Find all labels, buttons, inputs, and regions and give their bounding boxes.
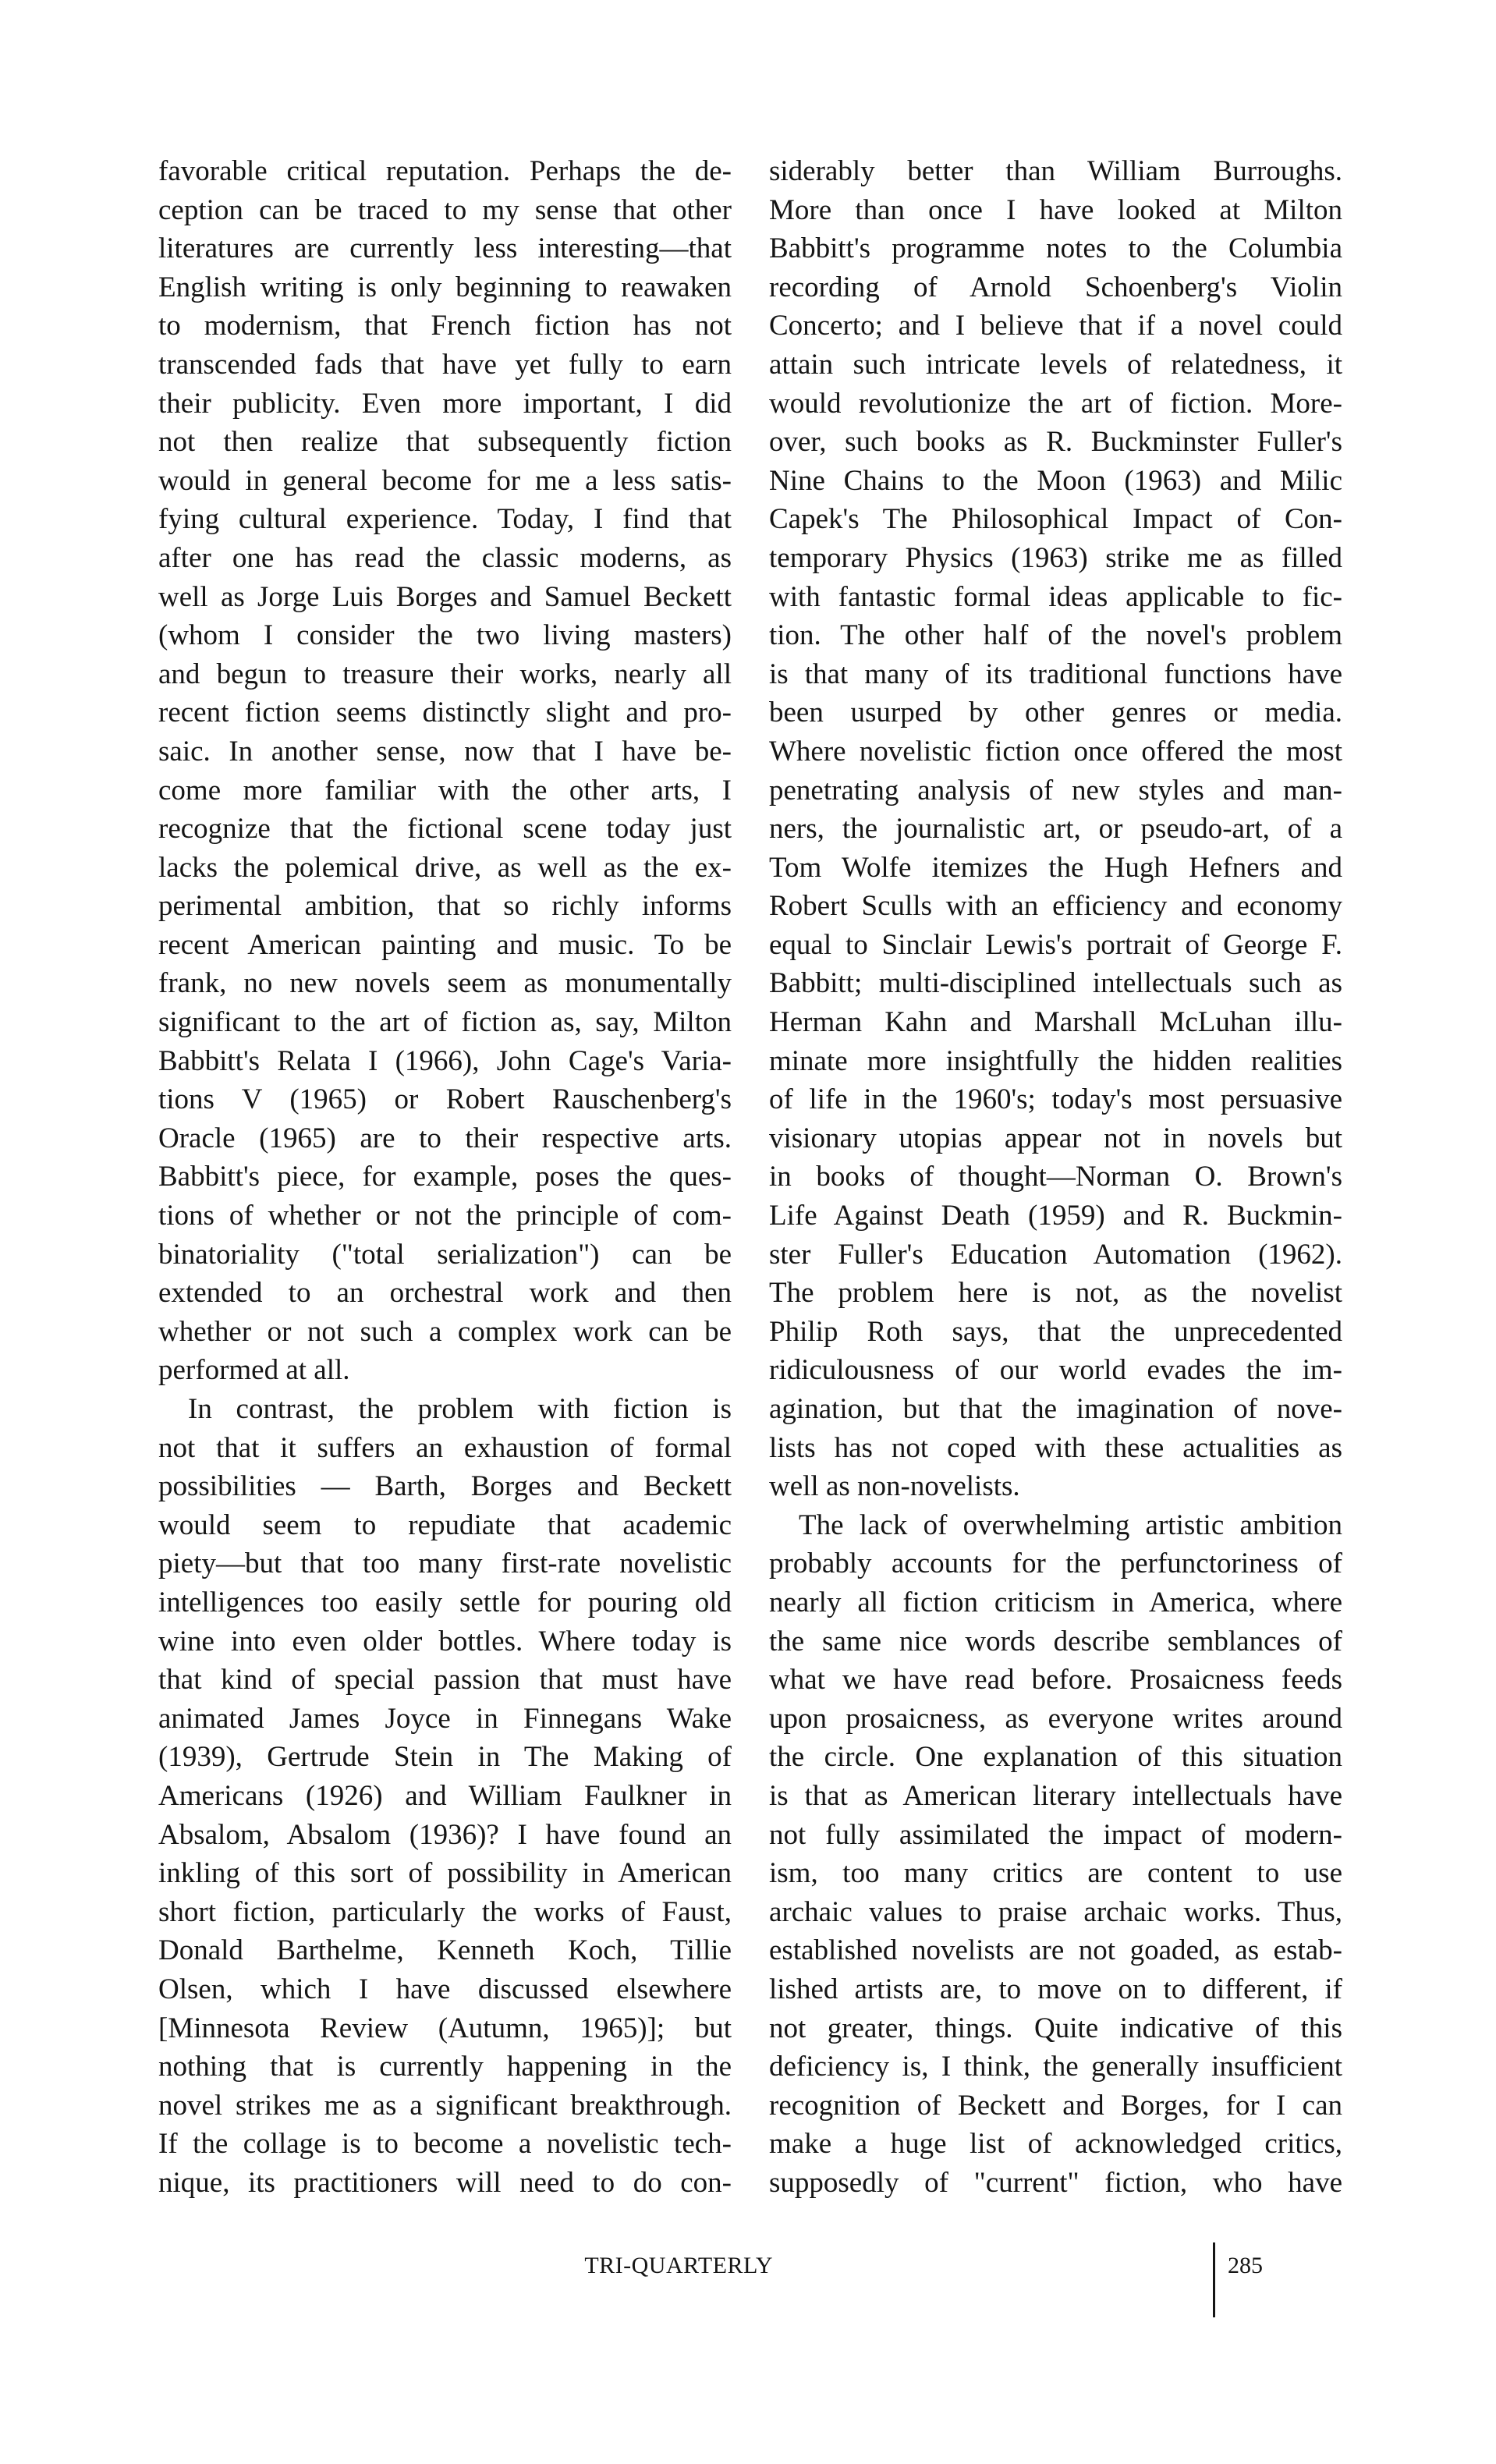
text-line: novel strikes me as a significant breakthrough. (158, 2089, 732, 2122)
text-line: attain such intricate levels of relatedness, it (769, 348, 1342, 381)
text-line: Babbitt's Relata I (1966), John Cage's Varia- (158, 1044, 732, 1077)
text-line: after one has read the classic moderns, as (158, 541, 732, 574)
text-line: Philip Roth says, that the unprecedented (769, 1315, 1342, 1348)
text-line: perimental ambition, that so richly informs (158, 890, 732, 923)
text-line: The problem here is not, as the novelist (769, 1277, 1342, 1310)
text-line: is that as American literary intellectuals have (769, 1779, 1342, 1812)
text-line: their publicity. Even more important, I did (158, 387, 732, 420)
text-line: wine into even older bottles. Where today is (158, 1625, 732, 1657)
text-line: over, such books as R. Buckminster Fuller's (769, 426, 1342, 459)
text-line: Concerto; and I believe that if a novel could (769, 310, 1342, 342)
text-line: well as Jorge Luis Borges and Samuel Beckett (158, 580, 732, 613)
text-line: frank, no new novels seem as monumentally (158, 967, 732, 1000)
text-line: not that it suffers an exhaustion of formal (158, 1431, 732, 1464)
text-line: Life Against Death (1959) and R. Buckmin- (769, 1200, 1342, 1232)
text-line: and begun to treasure their works, nearly all (158, 658, 732, 690)
text-line: well as non-novelists. (769, 1470, 1020, 1503)
text-line: ster Fuller's Education Automation (1962). (769, 1238, 1342, 1271)
text-line: deficiency is, I think, the generally insufficient (769, 2051, 1342, 2083)
text-line: archaic values to praise archaic works. Thus, (769, 1895, 1342, 1928)
text-line: literatures are currently less interesting—that (158, 232, 732, 265)
text-line: nique, its practitioners will need to do con- (158, 2166, 732, 2199)
left-column (158, 152, 732, 2202)
text-line: nothing that is currently happening in the (158, 2051, 732, 2083)
text-line: performed at all. (158, 1354, 350, 1387)
text-line: piety—but that too many first-rate novelistic (158, 1548, 732, 1580)
text-line: Americans (1926) and William Faulkner in (158, 1779, 732, 1812)
text-line: upon prosaicness, as everyone writes around (769, 1702, 1342, 1735)
text-line: tions of whether or not the principle of com- (158, 1200, 732, 1232)
text-line: significant to the art of fiction as, say, Milton (158, 1006, 732, 1039)
text-line: is that many of its traditional functions have (769, 658, 1342, 690)
text-line: Herman Kahn and Marshall McLuhan illu- (769, 1006, 1342, 1039)
text-line: The lack of overwhelming artistic ambition (799, 1509, 1342, 1541)
text-line: More than once I have looked at Milton (769, 193, 1342, 226)
text-line: (1939), Gertrude Stein in The Making of (158, 1741, 732, 1774)
text-line: fying cultural experience. Today, I find that (158, 503, 732, 536)
text-line: not then realize that subsequently fiction (158, 426, 732, 459)
text-line: Babbitt's programme notes to the Columbia (769, 232, 1342, 265)
text-line: with fantastic formal ideas applicable to fic- (769, 580, 1342, 613)
text-line: ridiculousness of our world evades the im- (769, 1354, 1342, 1387)
text-line: not fully assimilated the impact of modern- (769, 1818, 1342, 1851)
text-line: recognize that the fictional scene today just (158, 813, 732, 846)
text-line: Babbitt's piece, for example, poses the ques- (158, 1161, 732, 1193)
text-line: Tom Wolfe itemizes the Hugh Hefners and (769, 851, 1342, 884)
text-line: transcended fads that have yet fully to earn (158, 348, 732, 381)
text-line: lists has not coped with these actualities as (769, 1431, 1342, 1464)
text-line: [Minnesota Review (Autumn, 1965)]; but (158, 2012, 732, 2044)
text-line: supposedly of "current" fiction, who have (769, 2166, 1342, 2199)
text-line: recent fiction seems distinctly slight and pro- (158, 697, 732, 729)
footer-divider-rule (1213, 2242, 1215, 2317)
text-line: siderably better than William Burroughs. (769, 155, 1342, 187)
text-line: lished artists are, to move on to different, if (769, 1973, 1342, 2005)
text-line: whether or not such a complex work can be (158, 1315, 732, 1348)
text-line: established novelists are not goaded, as estab- (769, 1934, 1342, 1967)
text-line: If the collage is to become a novelistic tech- (158, 2128, 732, 2161)
text-line: Nine Chains to the Moon (1963) and Milic (769, 464, 1342, 497)
text-line: extended to an orchestral work and then (158, 1277, 732, 1310)
text-line: short fiction, particularly the works of Faust, (158, 1895, 732, 1928)
text-line: agination, but that the imagination of nove- (769, 1393, 1342, 1425)
text-line: ception can be traced to my sense that other (158, 193, 732, 226)
text-line: of life in the 1960's; today's most persuasive (769, 1083, 1342, 1116)
text-line: recording of Arnold Schoenberg's Violin (769, 271, 1342, 303)
text-line: the circle. One explanation of this situation (769, 1741, 1342, 1774)
text-line: to modernism, that French fiction has not (158, 310, 732, 342)
text-line: would seem to repudiate that academic (158, 1509, 732, 1541)
right-column (769, 152, 1342, 2202)
text-line: Absalom, Absalom (1936)? I have found an (158, 1818, 732, 1851)
text-line: Oracle (1965) are to their respective arts. (158, 1122, 732, 1154)
text-line: come more familiar with the other arts, I (158, 774, 732, 807)
text-line: Olsen, which I have discussed elsewhere (158, 1973, 732, 2005)
text-line: English writing is only beginning to reawaken (158, 271, 732, 303)
text-line: binatoriality ("total serialization") can be (158, 1238, 732, 1271)
text-line: make a huge list of acknowledged critics, (769, 2128, 1342, 2161)
text-line: equal to Sinclair Lewis's portrait of George F. (769, 928, 1342, 961)
text-line: would revolutionize the art of fiction. More- (769, 387, 1342, 420)
text-line: would in general become for me a less satis- (158, 464, 732, 497)
text-line: that kind of special passion that must have (158, 1664, 732, 1696)
text-line: intelligences too easily settle for pouring old (158, 1586, 732, 1618)
text-line: probably accounts for the perfunctoriness of (769, 1548, 1342, 1580)
text-line: not greater, things. Quite indicative of this (769, 2012, 1342, 2044)
text-line: nearly all fiction criticism in America, where (769, 1586, 1342, 1618)
text-line: (whom I consider the two living masters) (158, 619, 732, 652)
text-line: been usurped by other genres or media. (769, 697, 1342, 729)
text-line: minate more insightfully the hidden realities (769, 1044, 1342, 1077)
text-line: in books of thought—Norman O. Brown's (769, 1161, 1342, 1193)
text-line: ners, the journalistic art, or pseudo-art, of a (769, 813, 1342, 846)
text-line: tions V (1965) or Robert Rauschenberg's (158, 1083, 732, 1116)
text-line: saic. In another sense, now that I have be- (158, 735, 732, 768)
text-line: ism, too many critics are content to use (769, 1857, 1342, 1890)
text-line: lacks the polemical drive, as well as the ex- (158, 851, 732, 884)
text-line: the same nice words describe semblances of (769, 1625, 1342, 1657)
text-line: Babbitt; multi-disciplined intellectuals such as (769, 967, 1342, 1000)
text-line: Capek's The Philosophical Impact of Con- (769, 503, 1342, 536)
text-line: Where novelistic fiction once offered the most (769, 735, 1342, 768)
journal-name: TRI-QUARTERLY (584, 2253, 773, 2278)
text-line: what we have read before. Prosaicness feeds (769, 1664, 1342, 1696)
text-line: penetrating analysis of new styles and man- (769, 774, 1342, 807)
text-line: temporary Physics (1963) strike me as filled (769, 541, 1342, 574)
text-line: In contrast, the problem with fiction is (188, 1393, 732, 1425)
text-line: Robert Sculls with an efficiency and economy (769, 890, 1342, 923)
page-number: 285 (1228, 2253, 1263, 2278)
text-line: visionary utopias appear not in novels but (769, 1122, 1342, 1154)
text-line: inkling of this sort of possibility in American (158, 1857, 732, 1890)
text-line: recognition of Beckett and Borges, for I can (769, 2089, 1342, 2122)
text-line: animated James Joyce in Finnegans Wake (158, 1702, 732, 1735)
text-line: tion. The other half of the novel's problem (769, 619, 1342, 652)
text-line: possibilities — Barth, Borges and Beckett (158, 1470, 732, 1503)
text-line: Donald Barthelme, Kenneth Koch, Tillie (158, 1934, 732, 1967)
text-line: recent American painting and music. To be (158, 928, 732, 961)
text-line: favorable critical reputation. Perhaps the de- (158, 155, 732, 187)
